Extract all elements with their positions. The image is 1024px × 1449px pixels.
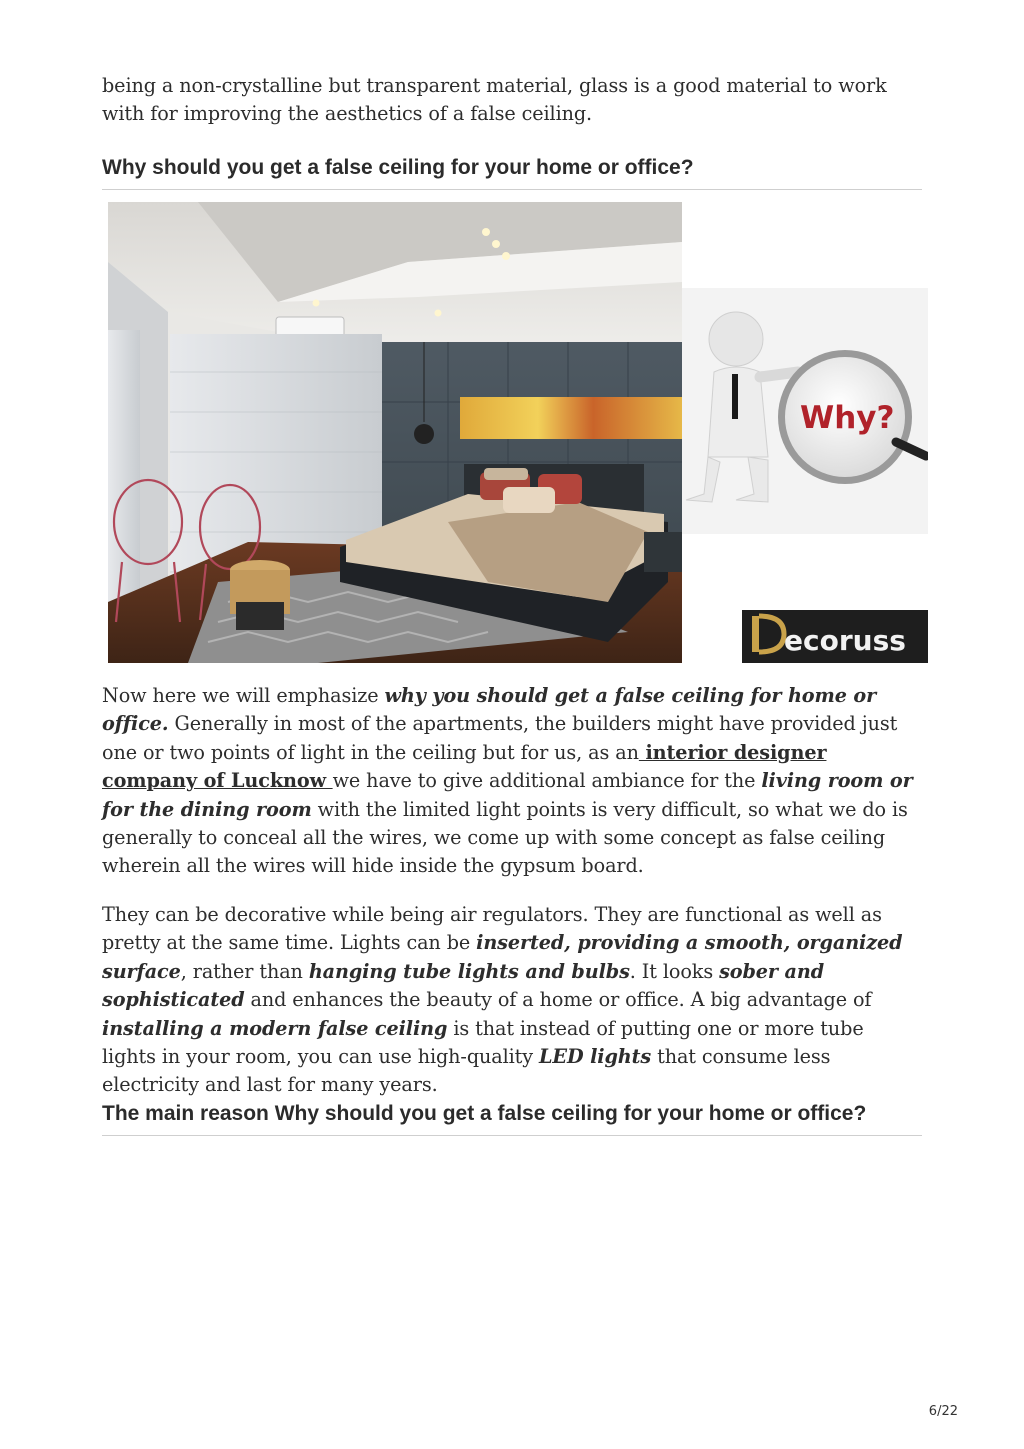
why-text: Why? <box>800 400 895 436</box>
page-number: 6/22 <box>928 1404 958 1419</box>
why-figure-illustration <box>682 202 928 663</box>
brand-logo-wordmark: ecoruss <box>784 624 906 657</box>
bedroom-photo <box>108 202 682 663</box>
section-heading-main-reason: The main reason Why should you get a false ceiling for your home or office? <box>102 1100 922 1136</box>
section-heading-why-false-ceiling: Why should you get a false ceiling for your home or office? <box>102 154 922 190</box>
decoruss-logo <box>742 610 928 663</box>
paragraph-decorative-benefits: They can be decorative while being air regulators. They are functional as well as pretty at the same time. Lights can be inserted, providing a smooth, organized surface, rather than hanging tube lights and bulbs. It looks sober and sophisticated and enhances the beauty of a home or office. A big advantage of installing a modern false ceiling is that instead of putting one or more tube lights in your room, you can use high-quality LED lights that consume less electricity and last for many years. <box>102 903 903 1097</box>
intro-paragraph: being a non-crystalline but transparent material, glass is a good material to work with for improving the aesthetics of a false ceiling. <box>102 74 887 126</box>
false-ceiling-banner-image <box>108 202 928 663</box>
interior-designer-link[interactable]: interior designer company of Lucknow <box>102 740 827 793</box>
paragraph-why-false-ceiling: Now here we will emphasize why you should get a false ceiling for home or office. Generally in most of the apartments, the builders might have provided just one or two points of light in the ceiling but for us, as an interior designer company of Lucknow we have to give additional ambiance for the living room or for the dining room with the limited light points is very difficult, so what we do is generally to conceal all the wires, we come up with some concept as false ceiling wherein all the wires will hide inside the gypsum board. <box>102 684 913 878</box>
